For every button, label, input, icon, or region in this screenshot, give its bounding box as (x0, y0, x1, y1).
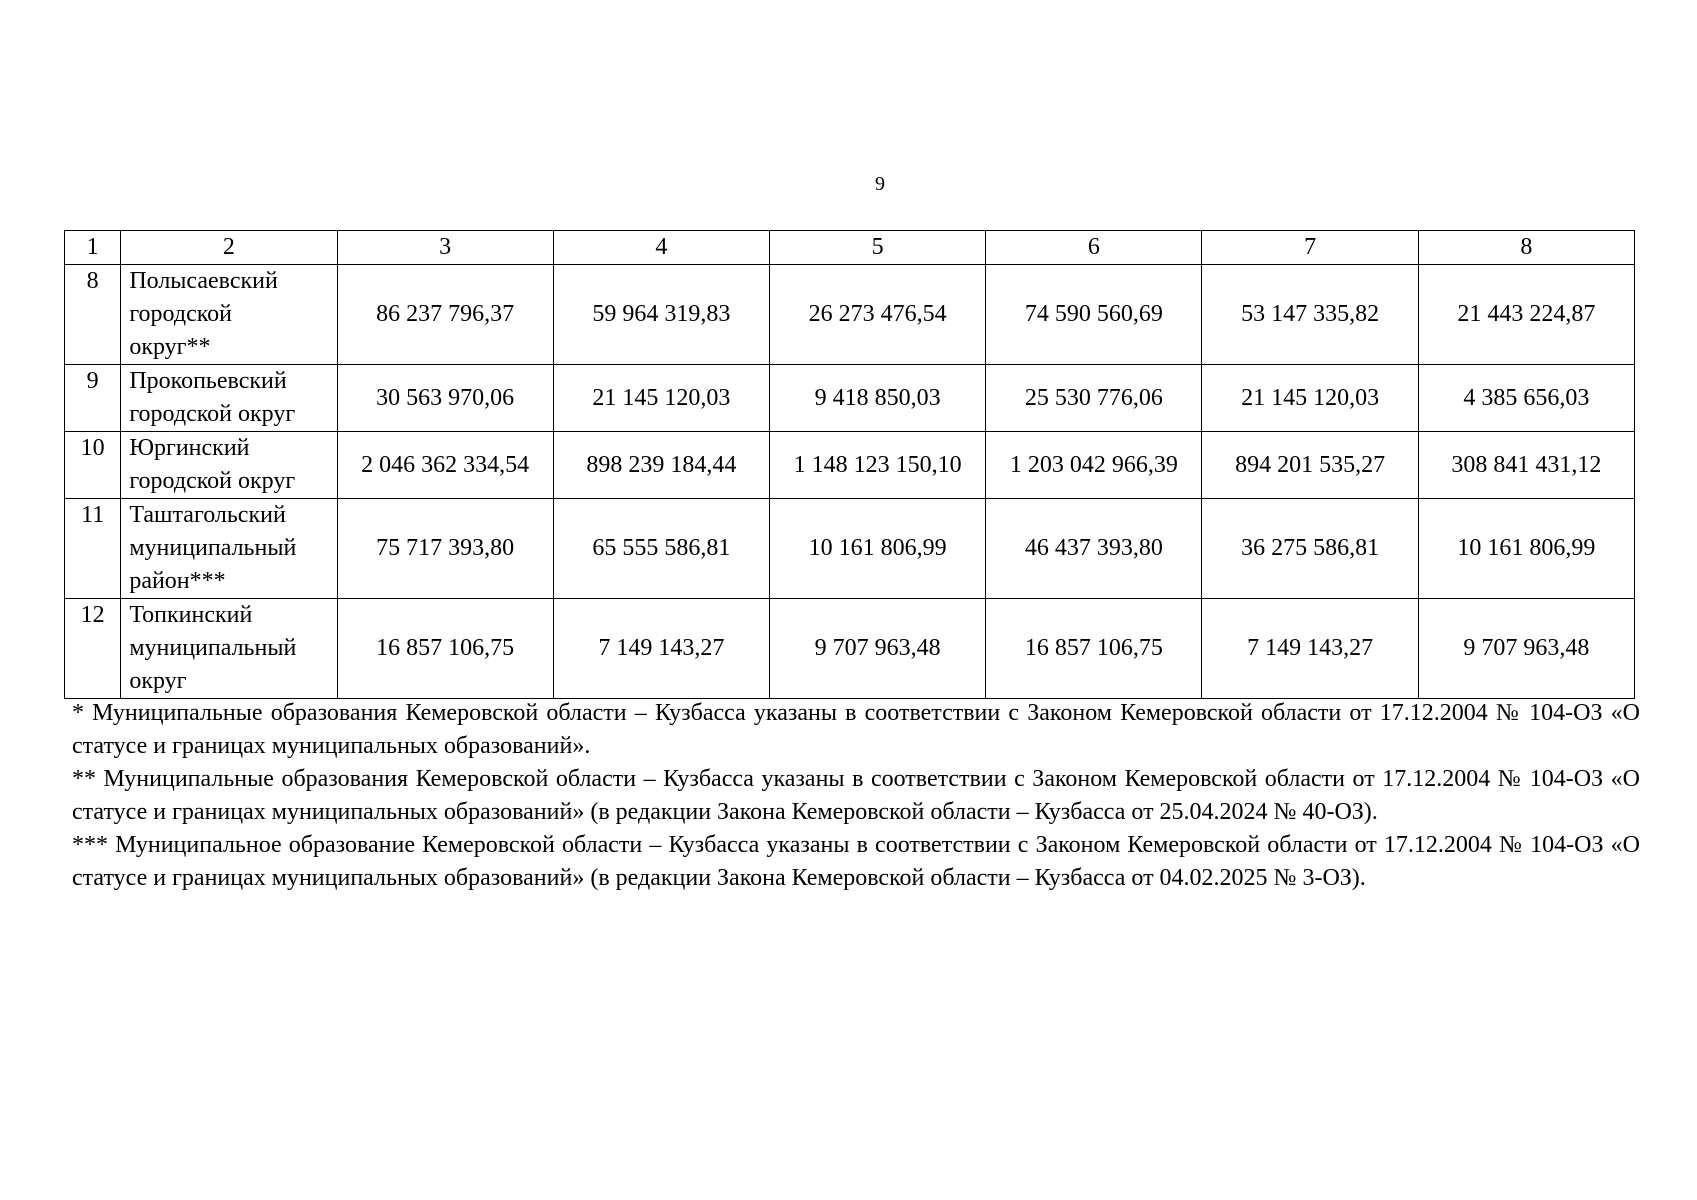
name-line: округ (129, 668, 187, 694)
footnote: *** Муниципальное образование Кемеровской области – Кузбасса указаны в соответствии с Законом Кемеровской области от 17.12.2004 № 104-ОЗ «О статусе и границах муниципальных образований» (в редакции Закона Кемеровской области – Кузбасса от 04.02.2025 № 3-ОЗ). (72, 832, 1640, 891)
value-cell: 75 717 393,80 (337, 499, 553, 599)
row-number: 10 (65, 432, 121, 499)
row-number: 9 (65, 365, 121, 432)
value-cell: 16 857 106,75 (986, 599, 1202, 699)
value-cell: 2 046 362 334,54 (337, 432, 553, 499)
value-cell: 898 239 184,44 (553, 432, 769, 499)
value-cell: 7 149 143,27 (1202, 599, 1418, 699)
value-cell: 21 443 224,87 (1418, 265, 1634, 365)
table-header-row (65, 231, 1635, 265)
table-row (65, 265, 1635, 365)
footnotes (72, 697, 1640, 895)
row-number: 11 (65, 499, 121, 599)
footnote: * Муниципальные образования Кемеровской области – Кузбасса указаны в соответствии с Законом Кемеровской области от 17.12.2004 № 104-ОЗ «О статусе и границах муниципальных образований». (72, 700, 1640, 759)
value-cell: 65 555 586,81 (553, 499, 769, 599)
table-row (65, 432, 1635, 499)
page-number: 9 (875, 173, 885, 195)
name-line: городской округ (129, 468, 296, 494)
table-row (65, 365, 1635, 432)
name-line: Топкинский (129, 602, 253, 628)
column-header: 1 (65, 231, 121, 265)
municipality-name (121, 499, 337, 599)
column-header: 3 (337, 231, 553, 265)
value-cell: 25 530 776,06 (986, 365, 1202, 432)
value-cell: 308 841 431,12 (1418, 432, 1634, 499)
value-cell: 10 161 806,99 (1418, 499, 1634, 599)
value-cell: 9 707 963,48 (770, 599, 986, 699)
name-line: городской (129, 301, 233, 327)
name-line: Полысаевский (129, 268, 278, 294)
value-cell: 10 161 806,99 (770, 499, 986, 599)
name-line: район*** (129, 568, 226, 594)
value-cell: 16 857 106,75 (337, 599, 553, 699)
value-cell: 26 273 476,54 (770, 265, 986, 365)
value-cell: 46 437 393,80 (986, 499, 1202, 599)
name-line: муниципальный (129, 535, 297, 561)
value-cell: 4 385 656,03 (1418, 365, 1634, 432)
table-row (65, 499, 1635, 599)
municipality-name (121, 265, 337, 365)
table-row (65, 599, 1635, 699)
column-header: 8 (1418, 231, 1634, 265)
column-header: 5 (770, 231, 986, 265)
name-line: городской округ (129, 401, 296, 427)
value-cell: 74 590 560,69 (986, 265, 1202, 365)
value-cell: 1 203 042 966,39 (986, 432, 1202, 499)
name-line: муниципальный (129, 635, 297, 661)
value-cell: 1 148 123 150,10 (770, 432, 986, 499)
value-cell: 36 275 586,81 (1202, 499, 1418, 599)
column-header: 7 (1202, 231, 1418, 265)
column-header: 6 (986, 231, 1202, 265)
row-number: 12 (65, 599, 121, 699)
name-line: Прокопьевский (129, 368, 287, 394)
name-line: округ** (129, 334, 211, 360)
value-cell: 59 964 319,83 (553, 265, 769, 365)
value-cell: 9 418 850,03 (770, 365, 986, 432)
value-cell: 9 707 963,48 (1418, 599, 1634, 699)
value-cell: 21 145 120,03 (553, 365, 769, 432)
municipality-name (121, 599, 337, 699)
value-cell: 30 563 970,06 (337, 365, 553, 432)
municipality-name (121, 365, 337, 432)
value-cell: 894 201 535,27 (1202, 432, 1418, 499)
name-line: Таштагольский (129, 502, 286, 528)
column-header: 4 (553, 231, 769, 265)
footnote: ** Муниципальные образования Кемеровской области – Кузбасса указаны в соответствии с Законом Кемеровской области от 17.12.2004 № 104-ОЗ «О статусе и границах муниципальных образований» (в редакции Закона Кемеровской области – Кузбасса от 25.04.2024 № 40-ОЗ). (72, 766, 1640, 825)
column-header: 2 (121, 231, 337, 265)
municipality-name (121, 432, 337, 499)
value-cell: 7 149 143,27 (553, 599, 769, 699)
value-cell: 53 147 335,82 (1202, 265, 1418, 365)
data-table (64, 230, 1635, 699)
value-cell: 21 145 120,03 (1202, 365, 1418, 432)
name-line: Юргинский (129, 435, 250, 461)
value-cell: 86 237 796,37 (337, 265, 553, 365)
row-number: 8 (65, 265, 121, 365)
